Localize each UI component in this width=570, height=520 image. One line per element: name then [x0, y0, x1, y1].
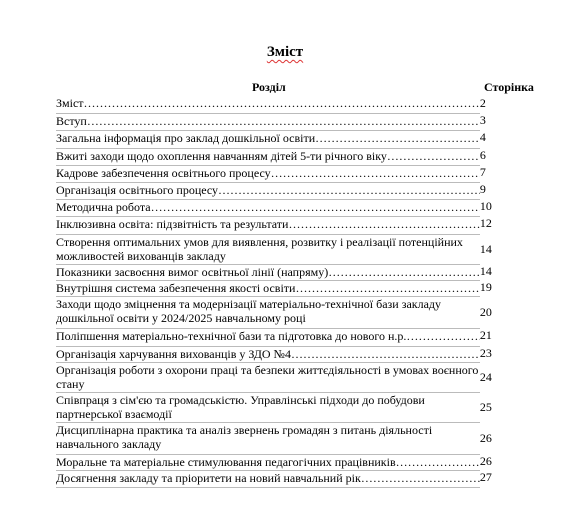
table-of-contents: [56, 96, 502, 488]
toc-entry-page: 2: [479, 96, 486, 110]
toc-row[interactable]: [56, 165, 502, 182]
toc-entry-page: 12: [479, 216, 492, 230]
toc-entry-title: Зміст ………………………………………………………………………………………………………………………………………………………………………………………………………: [56, 96, 480, 110]
toc-entry-title-cell: [56, 470, 480, 487]
toc-row[interactable]: [56, 470, 502, 487]
toc-entry-page: 14: [479, 264, 492, 278]
toc-row[interactable]: [56, 422, 502, 454]
column-header-page: Сторінка: [484, 80, 534, 94]
toc-row[interactable]: [56, 362, 502, 392]
toc-entry-title: Заходи щодо зміцнення та модернізації матеріально-технічної бази закладу дошкільної освіти у 2024/2025 навчальному році: [56, 296, 442, 325]
toc-entry-title-cell: [56, 454, 480, 470]
toc-entry-page: 3: [479, 113, 486, 127]
toc-entry-page: 10: [479, 199, 492, 213]
toc-entry-title-cell: [56, 234, 480, 264]
column-header-section: Розділ: [252, 80, 286, 94]
toc-entry-title: Інклюзивна освіта: підзвітність та результати ………………………………………………………………………………………………………………………………………………………………………………………………………: [56, 217, 480, 231]
toc-entry-page: 4: [479, 130, 486, 144]
toc-entry-title: Внутрішня система забезпечення якості освіти ………………………………………………………………………………………………………………………………………………………………………………………………………: [56, 281, 480, 295]
toc-row[interactable]: [56, 130, 502, 148]
toc-entry-page: 27: [479, 470, 492, 484]
toc-entry-page: 21: [479, 328, 492, 342]
toc-entry-page: 26: [479, 431, 492, 445]
toc-row[interactable]: [56, 296, 502, 328]
toc-row[interactable]: [56, 454, 502, 470]
toc-entry-title: Організація роботи з охорони праці та безпеки життєдіяльності в умовах воєнного стану: [56, 362, 479, 391]
toc-entry-title-cell: [56, 130, 480, 148]
toc-entry-page: 9: [479, 182, 486, 196]
toc-entry-title-cell: [56, 96, 480, 113]
toc-entry-title: Створення оптимальних умов для виявлення, розвитку і реалізації потенційних можливостей вихованців закладу: [56, 234, 463, 263]
toc-entry-page: 26: [479, 454, 492, 468]
document-title: Зміст: [266, 44, 304, 60]
toc-entry-title: Дисциплінарна практика та аналіз звернень громадян з питань діяльності навчального закладу: [56, 422, 433, 451]
toc-entry-page: 19: [479, 280, 492, 294]
toc-entry-title: Кадрове забезпечення освітнього процесу ………………………………………………………………………………………………………………………………………………………………………………………………………: [56, 166, 480, 180]
toc-entry-title-cell: [56, 216, 480, 234]
toc-entry-title-cell: [56, 148, 480, 165]
toc-row[interactable]: [56, 148, 502, 165]
toc-entry-title: Організація освітнього процесу ………………………………………………………………………………………………………………………………………………………………………………………………………: [56, 183, 480, 197]
toc-entry-page: 7: [479, 165, 486, 179]
toc-entry-title: Вступ ………………………………………………………………………………………………………………………………………………………………………………………………………: [56, 114, 480, 128]
toc-entry-title-cell: [56, 199, 480, 216]
toc-row[interactable]: [56, 346, 502, 362]
toc-entry-title-cell: [56, 182, 480, 199]
toc-entry-title: Вжиті заходи щодо охоплення навчанням дітей 5-ти річного віку ………………………………………………………………………………………………………………………………………………………………………………………………………: [56, 149, 480, 163]
toc-row[interactable]: [56, 328, 502, 346]
toc-entry-title-cell: [56, 422, 480, 454]
toc-row[interactable]: [56, 113, 502, 130]
toc-entry-title-cell: [56, 280, 480, 296]
toc-entry-page: 20: [479, 305, 492, 319]
toc-entry-title-cell: [56, 392, 480, 422]
toc-entry-title: Досягнення закладу та пріоритети на новий навчальний рік ………………………………………………………………………………………………………………………………………………………………………………………………………: [56, 471, 480, 485]
toc-entry-title-cell: [56, 362, 480, 392]
toc-entry-title-cell: [56, 346, 480, 362]
toc-entry-page: 23: [479, 346, 492, 360]
toc-row[interactable]: [56, 392, 502, 422]
toc-entry-title: Організація харчування вихованців у ЗДО №4 ………………………………………………………………………………………………………………………………………………………………………………………………………: [56, 347, 480, 361]
toc-entry-page: 6: [479, 148, 486, 162]
toc-entry-page: 24: [479, 370, 492, 384]
toc-entry-title-cell: [56, 165, 480, 182]
toc-entry-title: Співпраця з сім'єю та громадськістю. Управлінські підходи до побудови партнерської взаємодії: [56, 392, 425, 421]
toc-entry-title-cell: [56, 328, 480, 346]
toc-entry-title: Методична робота ………………………………………………………………………………………………………………………………………………………………………………………………………: [56, 200, 480, 214]
toc-entry-title-cell: [56, 113, 480, 130]
toc-header: [0, 80, 570, 96]
toc-entry-page: 25: [479, 400, 492, 414]
toc-entry-title-cell: [56, 264, 480, 280]
toc-row[interactable]: [56, 216, 502, 234]
toc-entry-title: Показники засвоєння вимог освітньої лінії (напряму) ………………………………………………………………………………………………………………………………………………………………………………………………………: [56, 265, 480, 279]
toc-entry-page: 14: [479, 242, 492, 256]
toc-entry-title: Загальна інформація про заклад дошкільної освіти ………………………………………………………………………………………………………………………………………………………………………………………………………: [56, 131, 480, 145]
toc-row[interactable]: [56, 182, 502, 199]
toc-row[interactable]: [56, 96, 502, 113]
toc-row[interactable]: [56, 199, 502, 216]
toc-entry-title: Моральне та матеріальне стимулювання педагогічних працівників ………………………………………………………………………………………………………………………………………………………………………………………………………: [56, 455, 480, 469]
toc-entry-title: Поліпшення матеріально-технічної бази та підготовка до нового н.р. ………………………………………………………………………………………………………………………………………………………………………………………………………: [56, 329, 480, 343]
toc-row[interactable]: [56, 264, 502, 280]
toc-row[interactable]: [56, 280, 502, 296]
toc-entry-title-cell: [56, 296, 480, 328]
toc-row[interactable]: [56, 234, 502, 264]
